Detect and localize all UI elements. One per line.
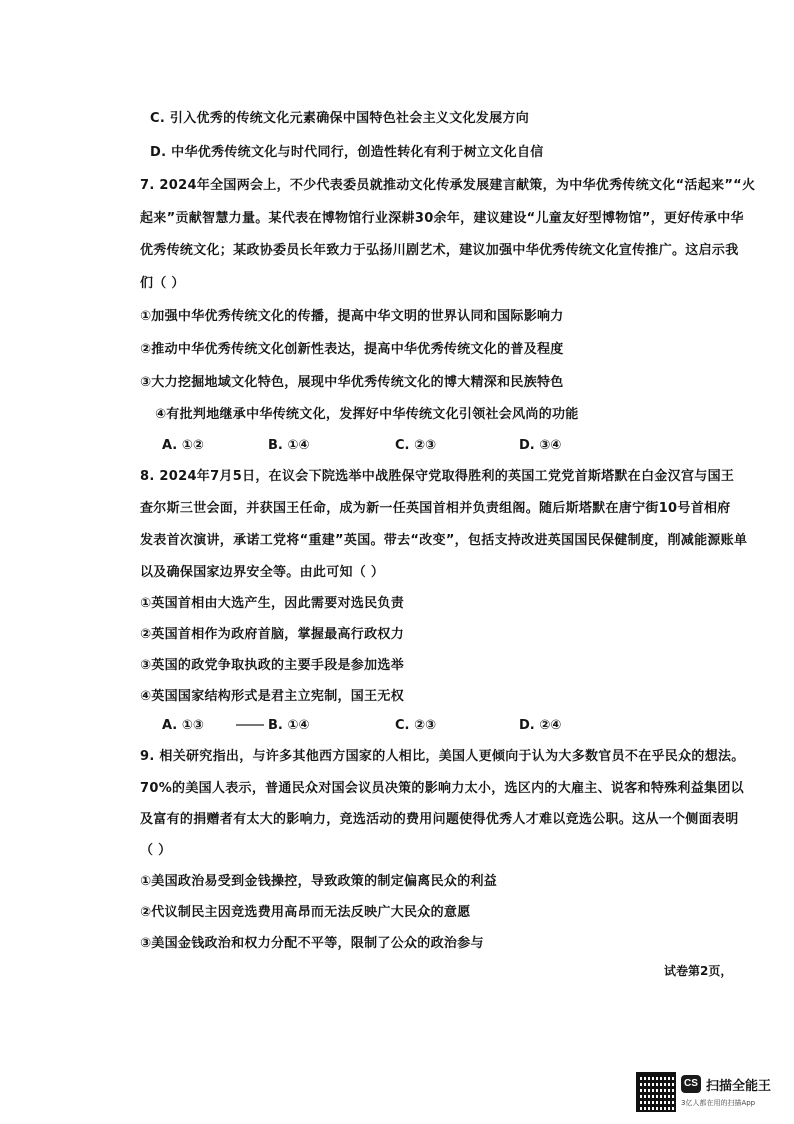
- q9-stem-line-2: 70%的美国人表示，普通民众对国会议员决策的影响力太小，选区内的大雇主、说客和特殊利益集团以: [140, 781, 744, 796]
- q8-option-d: D. ②④: [519, 718, 562, 733]
- q7-statement-1: ①加强中华优秀传统文化的传播，提高中华文明的世界认同和国际影响力: [140, 309, 564, 324]
- q7-option-b: B. ①④: [268, 438, 310, 453]
- scan-smudge: [236, 724, 264, 726]
- q7-statement-4: ④有批判地继承中华传统文化，发挥好中华传统文化引领社会风尚的功能: [155, 407, 579, 422]
- q8-stem-line-2: 查尔斯三世会面，并获国王任命，成为新一任英国首相并负责组阁。随后斯塔默在唐宁街10号首相府: [140, 501, 731, 516]
- camscanner-tagline: 3亿人都在用的扫描App: [681, 1099, 756, 1107]
- q8-option-a: A. ①③: [162, 718, 204, 733]
- q7-stem-line-2: 起来”贡献智慧力量。某代表在博物馆行业深耕30余年，建议建设“儿童友好型博物馆”，更好传承中华: [140, 211, 744, 226]
- q8-stem-line-3: 发表首次演讲，承诺工党将“重建”英国。带去“改变”，包括支持改进英国国民保健制度，削减能源账单: [140, 533, 748, 548]
- q7-statement-3: ③大力挖掘地域文化特色，展现中华优秀传统文化的博大精深和民族特色: [140, 375, 564, 390]
- q7-stem-line-1: 7. 2024年全国两会上，不少代表委员就推动文化传承发展建言献策，为中华优秀传统文化“活起来”“火: [140, 178, 756, 193]
- q7-option-c: C. ②③: [395, 438, 437, 453]
- q9-statement-2: ②代议制民主因竞选费用高昂而无法反映广大民众的意愿: [140, 905, 471, 920]
- qr-code-icon: [636, 1072, 676, 1112]
- q6-option-d: D. 中华优秀传统文化与时代同行，创造性转化有利于树立文化自信: [150, 145, 544, 160]
- q8-statement-2: ②英国首相作为政府首脑，掌握最高行政权力: [140, 627, 405, 642]
- q8-stem-line-4: 以及确保国家边界安全等。由此可知（ ）: [140, 565, 385, 580]
- q9-stem-line-4: （ ）: [140, 843, 172, 858]
- camscanner-logo-icon: CS: [681, 1075, 701, 1093]
- q8-statement-1: ①英国首相由大选产生，因此需要对选民负责: [140, 596, 405, 611]
- q8-stem-line-1: 8. 2024年7月5日，在议会下院选举中战胜保守党取得胜利的英国工党党首斯塔默在白金汉宫与国王: [140, 469, 735, 484]
- q7-option-a: A. ①②: [162, 438, 204, 453]
- q9-statement-3: ③美国金钱政治和权力分配不平等，限制了公众的政治参与: [140, 936, 484, 951]
- q8-option-c: C. ②③: [395, 718, 437, 733]
- q7-statement-2: ②推动中华优秀传统文化创新性表达，提高中华优秀传统文化的普及程度: [140, 342, 564, 357]
- q7-option-d: D. ③④: [519, 438, 562, 453]
- q9-statement-1: ①美国政治易受到金钱操控，导致政策的制定偏离民众的利益: [140, 874, 498, 889]
- q8-statement-3: ③英国的政党争取执政的主要手段是参加选举: [140, 658, 405, 673]
- q7-stem-line-3: 优秀传统文化；某政协委员长年致力于弘扬川剧艺术，建议加强中华优秀传统文化宣传推广。这启示我: [140, 243, 739, 258]
- q8-statement-4: ④英国国家结构形式是君主立宪制，国王无权: [140, 689, 405, 704]
- q6-option-c: C. 引入优秀的传统文化元素确保中国特色社会主义文化发展方向: [150, 111, 530, 126]
- q9-stem-line-1: 9. 相关研究指出，与许多其他西方国家的人相比，美国人更倾向于认为大多数官员不在乎民众的想法。: [140, 749, 745, 764]
- camscanner-brand: 扫描全能王: [706, 1079, 772, 1094]
- q7-stem-line-4: 们（ ）: [140, 276, 185, 291]
- page-number: 试卷第2页，: [664, 964, 733, 978]
- q8-option-b: B. ①④: [268, 718, 310, 733]
- q9-stem-line-3: 及富有的捐赠者有太大的影响力，竞选活动的费用问题使得优秀人才难以竞选公职。这从一个侧面表明: [140, 812, 739, 827]
